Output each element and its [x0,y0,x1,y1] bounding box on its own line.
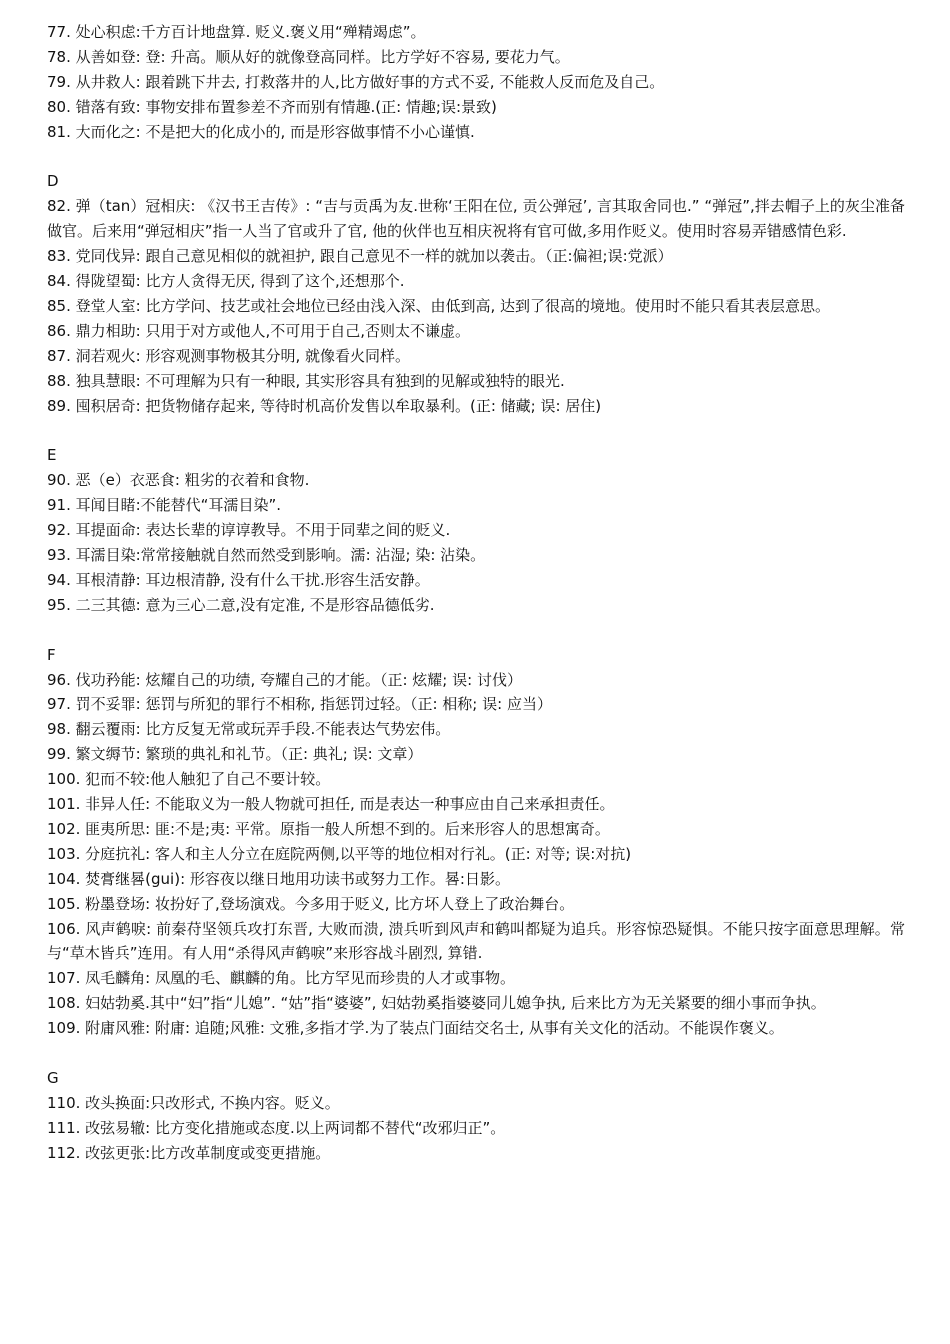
idiom-entry: 110. 改头换面:只改形式, 不换内容。贬义。 [47,1093,340,1112]
section-letter-heading: E [47,446,57,465]
idiom-entry: 85. 登堂人室: 比方学问、技艺或社会地位已经由浅入深、由低到高, 达到了很高的境地。使用时不能只看其表层意思。 [47,296,830,315]
idiom-entry: 79. 从井救人: 跟着跳下井去, 打救落井的人,比方做好事的方式不妥, 不能救人反而危及自己。 [47,72,665,91]
idiom-entry: 100. 犯而不较:他人触犯了自己不要计较。 [47,770,331,789]
idiom-entry: 101. 非异人任: 不能取义为一般人物就可担任, 而是表达一种事应由自己来承担责任。 [47,795,615,814]
idiom-entry: 84. 得陇望蜀: 比方人贪得无厌, 得到了这个,还想那个. [47,272,405,291]
idiom-entry: 104. 焚膏继晷(gui): 形容夜以继日地用功读书或努力工作。晷:日影。 [47,869,510,888]
idiom-entry: 96. 伐功矜能: 炫耀自己的功绩, 夸耀自己的才能。（正: 炫耀; 误: 讨伐） [47,670,522,689]
idiom-entry: 86. 鼎力相助: 只用于对方或他人,不可用于自己,否则太不谦虚。 [47,321,470,340]
idiom-entry: 94. 耳根清静: 耳边根清静, 没有什么干扰.形容生活安静。 [47,570,430,589]
idiom-entry: 81. 大而化之: 不是把大的化成小的, 而是形容做事情不小心谨慎. [47,122,475,141]
idiom-entry: 91. 耳闻目睹:不能替代“耳濡目染”. [47,496,281,515]
idiom-entry: 92. 耳提面命: 表达长辈的谆谆教导。不用于同辈之间的贬义. [47,521,451,540]
idiom-entry: 112. 改弦更张:比方改革制度或变更措施。 [47,1143,331,1162]
idiom-entry: 99. 繁文缛节: 繁琐的典礼和礼节。（正: 典礼; 误: 文章） [47,745,423,764]
idiom-entry: 90. 恶（e）衣恶食: 粗劣的衣着和食物. [47,471,310,490]
idiom-entry: 97. 罚不妥罪: 惩罚与所犯的罪行不相称, 指惩罚过轻。（正: 相称; 误: 应当） [47,695,552,714]
section-letter-heading: D [47,172,59,191]
idiom-entry: 82. 弹（tan）冠相庆: 《汉书王吉传》: “吉与贡禹为友.世称‘王阳在位, 贡公弹冠’, 言其取舍同也.” “弹冠”,拌去帽子上的灰尘准备做官。后来用“弹冠相庆”指一人当了官或升了官, 他的伙伴也互相庆祝将有官可做,多用作贬义。使用时容易弄错感情色彩. [47,197,905,241]
idiom-entry: 105. 粉墨登场: 妆扮好了,登场演戏。今多用于贬义, 比方坏人登上了政治舞台。 [47,894,575,913]
idiom-entry: 98. 翻云覆雨: 比方反复无常或玩弄手段.不能表达气势宏伟。 [47,720,451,739]
idiom-entry: 77. 处心积虑:千方百计地盘算. 贬义.褒义用“殚精竭虑”。 [47,23,426,41]
section-gap [47,418,905,443]
idiom-entry: 108. 妇姑勃奚.其中“妇”指“儿媳”. “姑”指“婆婆”, 妇姑勃奚指婆婆同儿媳争执, 后来比方为无关紧要的细小事而争执。 [47,994,826,1013]
section-gap [47,618,905,643]
idiom-entry: 111. 改弦易辙: 比方变化措施或态度.以上两词都不替代“改邪归正”。 [47,1118,506,1137]
idiom-entry: 95. 二三其德: 意为三心二意,没有定准, 不是形容品德低劣. [47,595,435,614]
idiom-entry: 89. 囤积居奇: 把货物储存起来, 等待时机高价发售以牟取暴利。(正: 储藏; 误: 居住) [47,396,602,415]
idiom-entry: 109. 附庸风雅: 附庸: 追随;风雅: 文雅,多指才学.为了装点门面结交名士, 从事有关文化的活动。不能误作褒义。 [47,1019,784,1038]
section-gap [47,145,905,170]
idiom-entry: 88. 独具慧眼: 不可理解为只有一种眼, 其实形容具有独到的见解或独特的眼光. [47,371,565,390]
idiom-entry: 102. 匪夷所思: 匪:不是;夷: 平常。原指一般人所想不到的。后来形容人的思想寓奇。 [47,819,610,838]
idiom-entry: 78. 从善如登: 登: 升高。顺从好的就像登高同样。比方学好不容易, 要花力气。 [47,47,570,66]
section-gap [47,1041,905,1066]
idiom-entry: 103. 分庭抗礼: 客人和主人分立在庭院两侧,以平等的地位相对行礼。(正: 对等; 误:对抗) [47,844,632,863]
section-letter-heading: F [47,645,56,664]
idiom-entry: 83. 党同伐异: 跟自己意见相似的就袒护, 跟自己意见不一样的就加以袭击。（正:偏袒;误:党派） [47,247,673,266]
idiom-entry: 87. 洞若观火: 形容观测事物极其分明, 就像看火同样。 [47,346,410,365]
idiom-entry: 106. 风声鹤唳: 前秦苻坚领兵攻打东晋, 大败而溃, 溃兵听到风声和鹤叫都疑为追兵。形容惊恐疑惧。不能只按字面意思理解。常与“草木皆兵”连用。有人用“杀得风声鹤唳”来形容战斗剧烈, 算错. [47,919,905,963]
section-letter-heading: G [47,1069,59,1087]
idiom-entry: 107. 凤毛麟角: 凤凰的毛、麒麟的角。比方罕见而珍贵的人才或事物。 [47,969,515,988]
idiom-entry: 80. 错落有致: 事物安排布置参差不齐而别有情趣.(正: 情趣;误:景致) [47,97,497,116]
idiom-entry: 93. 耳濡目染:常常接触就自然而然受到影响。濡: 沾湿; 染: 沾染。 [47,546,486,564]
